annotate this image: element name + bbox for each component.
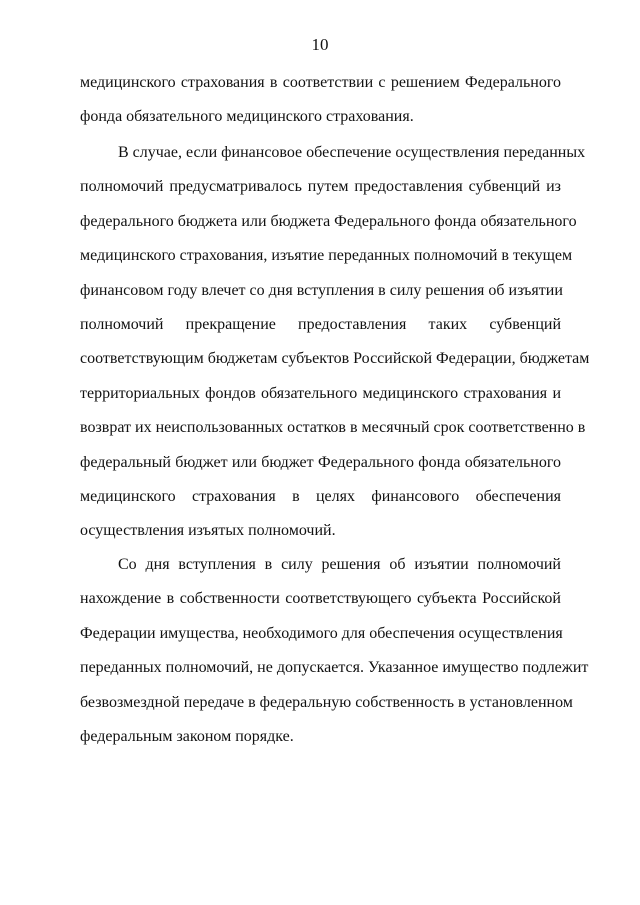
text-line: медицинского страхования, изъятие переданных полномочий в текущем — [80, 247, 573, 265]
page-number: 10 — [311, 35, 329, 54]
paragraph-3 — [80, 548, 589, 754]
text-line: Федерации имущества, необходимого для обеспечения осуществления — [80, 624, 563, 642]
paragraph-1 — [80, 66, 561, 135]
text-line: В случае, если финансовое обеспечение осуществления переданных — [118, 144, 586, 161]
paragraph-2 — [80, 136, 590, 549]
text-line: медицинского страхования в целях финансового обеспечения — [80, 487, 561, 505]
text-line: территориальных фондов обязательного медицинского страхования и — [80, 384, 561, 402]
text-line: возврат их неиспользованных остатков в месячный срок соответственно в — [80, 419, 586, 437]
text-line: безвозмездной передаче в федеральную собственность в установленном — [80, 693, 573, 711]
text-line: переданных полномочий, не допускается. Указанное имущество подлежит — [80, 659, 589, 677]
text-line: полномочий прекращение предоставления таких субвенций — [80, 315, 561, 333]
text-line: Со дня вступления в силу решения об изъятии полномочий — [118, 556, 561, 573]
text-line: медицинского страхования в соответствии с решением Федерального — [80, 74, 561, 91]
text-line: осуществления изъятых полномочий. — [80, 522, 336, 540]
text-line: федеральный бюджет или бюджет Федерального фонда обязательного — [80, 453, 561, 471]
text-line: финансовом году влечет со дня вступления в силу решения об изъятии — [80, 281, 563, 299]
text-line: фонда обязательного медицинского страхования. — [80, 108, 414, 126]
text-line: федеральным законом порядке. — [80, 727, 294, 745]
text-line: нахождение в собственности соответствующего субъекта Российской — [80, 590, 561, 608]
text-line: федерального бюджета или бюджета Федерального фонда обязательного — [80, 212, 577, 230]
text-line: соответствующим бюджетам субъектов Российской Федерации, бюджетам — [80, 350, 590, 368]
text-line: полномочий предусматривалось путем предоставления субвенций из — [80, 178, 561, 196]
